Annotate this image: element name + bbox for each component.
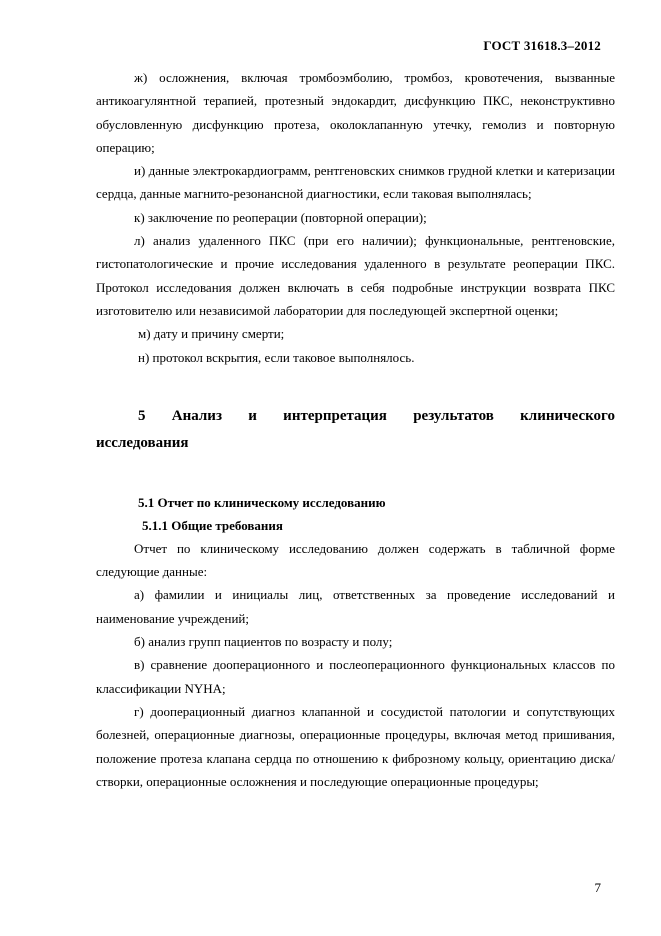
document-body [96, 66, 615, 793]
list-item-m: м) дату и причину смерти; [138, 326, 285, 342]
list-item-a: а) фамилии и инициалы лиц, ответственных за проведение исследований и наименование учреждений; [96, 587, 615, 626]
page-number: 7 [594, 880, 601, 895]
section-heading: 5 Анализ и интерпретация результатов клинического [138, 407, 615, 424]
list-item-l: л) анализ удаленного ПКС (при его наличии); функциональные, рентгеновские, гистопатологические и прочие исследования удаленного в результате реоперации ПКС. Протокол исследования должен включать в себя подробные инструкции возврата ПКС изготовителю или независимой лаборатории для последующей экспертной оценки; [96, 233, 615, 318]
list-item-b: б) анализ групп пациентов по возрасту и полу; [134, 634, 393, 650]
subsection-heading: 5.1 Отчет по клиническому исследованию [138, 494, 386, 510]
list-item-v: в) сравнение дооперационного и послеоперационного функциональных классов по классификации NYHA; [96, 657, 615, 696]
list-item-zh: ж) осложнения, включая тромбоэмболию, тромбоз, кровотечения, вызванные антикоагулянтной терапией, протезный эндокардит, дисфункцию ПКС, неконструктивно обусловленную дисфункцию протеза, околоклапанную утечку, гемолиз и повторную операцию; [96, 70, 615, 155]
paragraph-intro: Отчет по клиническому исследованию должен содержать в табличной форме следующие данные: [96, 540, 615, 580]
list-item-g: г) дооперационный диагноз клапанной и сосудистой патологии и сопутствующих болезней, операционные диагнозы, операционные процедуры, включая метод пришивания, положение протеза клапана сердца по отношению к фиброзному кольцу, ориентацию диска/створки, операционные осложнения и последующие операционные процедуры; [96, 703, 615, 789]
list-item-k: к) заключение по реоперации (повторной операции); [134, 209, 427, 225]
list-item-n: н) протокол вскрытия, если таковое выполнялось. [138, 349, 415, 365]
subsubsection-heading: 5.1.1 Общие требования [142, 517, 283, 533]
document-id-header: ГОСТ 31618.3–2012 [483, 38, 601, 53]
section-heading-continued: исследования [96, 434, 189, 451]
list-item-i: и) данные электрокардиограмм, рентгеновских снимков грудной клетки и катеризации сердца, данные магнито-резонансной диагностики, если таковая выполнялась; [96, 163, 615, 202]
